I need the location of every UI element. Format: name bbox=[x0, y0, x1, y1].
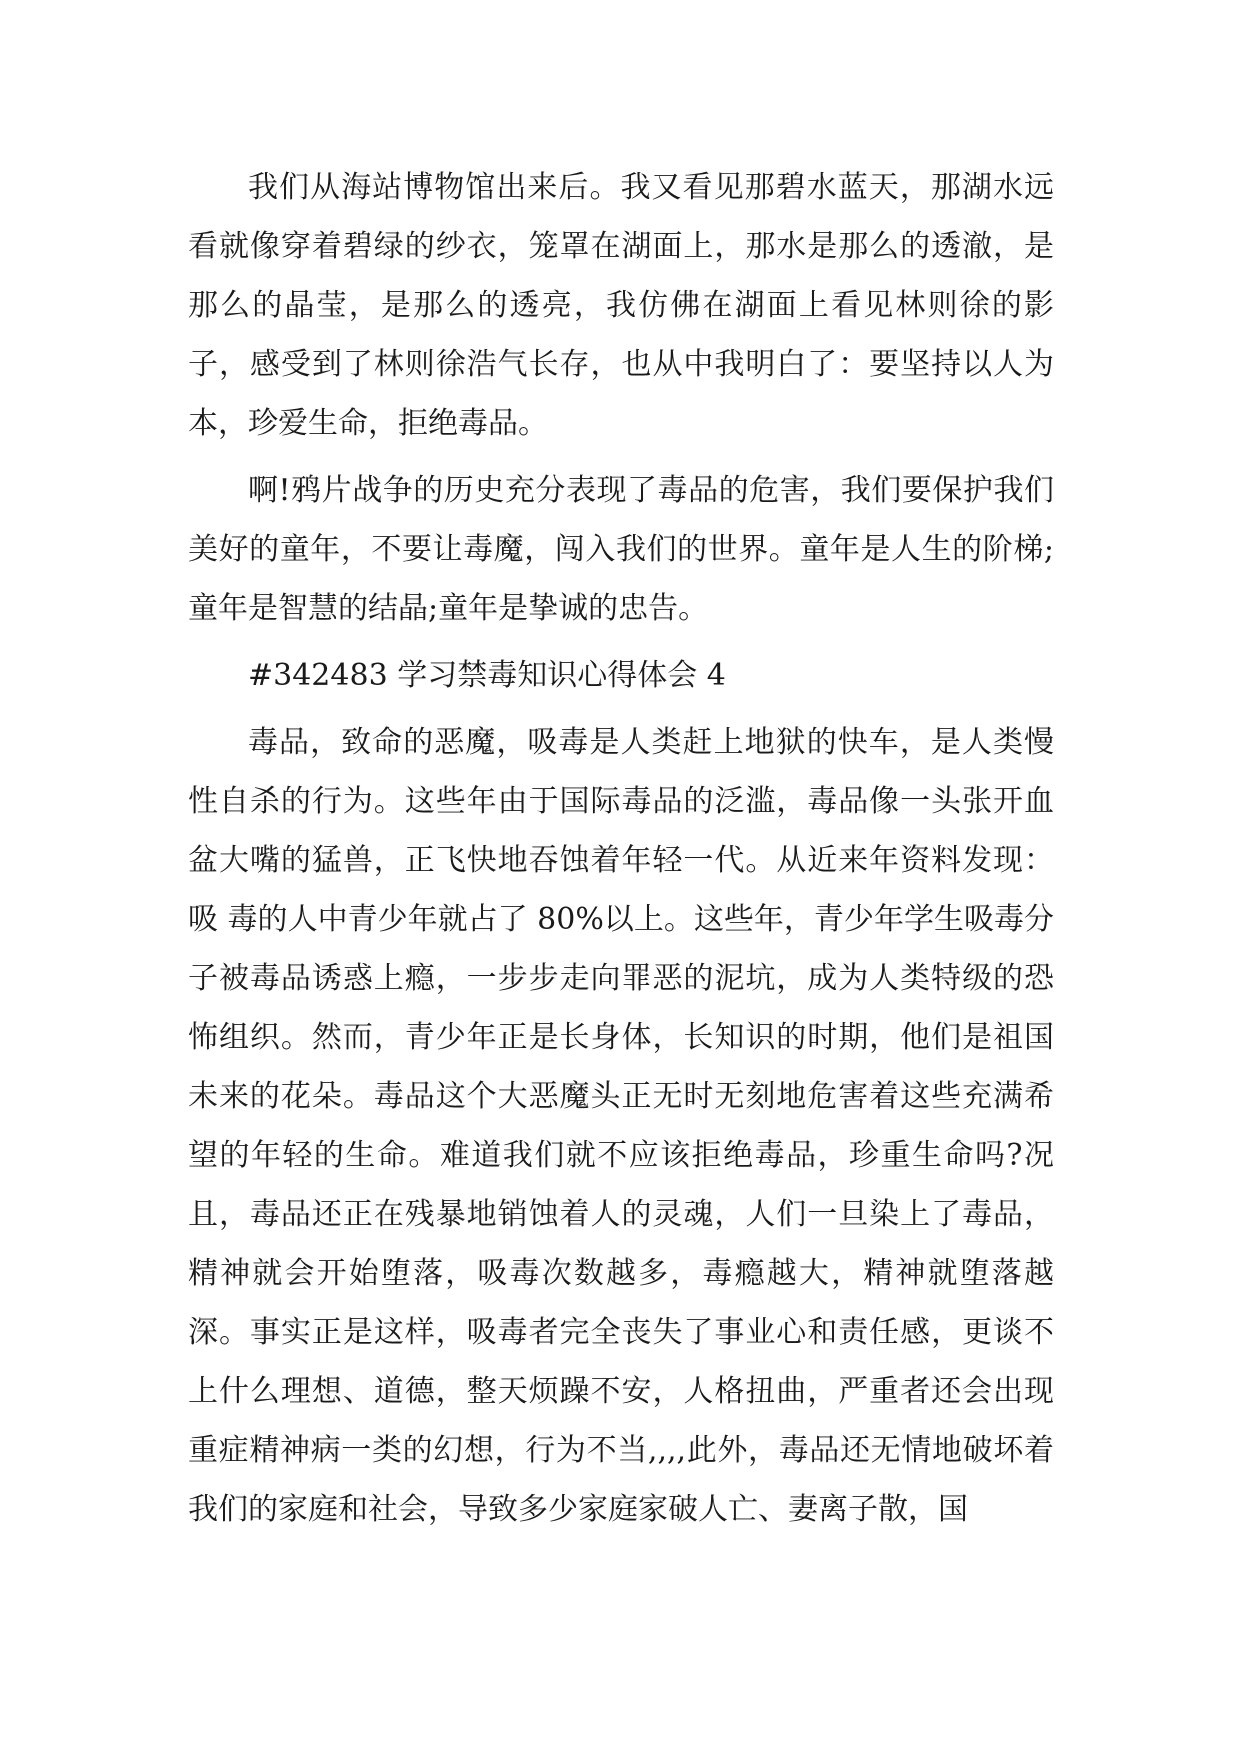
section-heading: #342483 学习禁毒知识心得体会 4 bbox=[248, 658, 726, 693]
paragraph-opium-war: 啊!鸦片战争的历史充分表现了毒品的危害，我们要保护我们美好的童年，不要让毒魔，闯入我们的世界。童年是人生的阶梯;童年是智慧的结晶;童年是挚诚的忠告。 bbox=[188, 473, 1054, 626]
paragraph-museum: 我们从海站博物馆出来后。我又看见那碧水蓝天，那湖水远看就像穿着碧绿的纱衣，笼罩在湖面上，那水是那么的透澈，是那么的晶莹，是那么的透亮，我仿佛在湖面上看见林则徐的影子，感受到了林则徐浩气长存，也从中我明白了：要坚持以人为本，珍爱生命，拒绝毒品。 bbox=[188, 170, 1054, 441]
paragraph-drugs: 毒品，致命的恶魔，吸毒是人类赶上地狱的快车，是人类慢性自杀的行为。这些年由于国际毒品的泛滥，毒品像一头张开血盆大嘴的猛兽，正飞快地吞蚀着年轻一代。从近来年资料发现：吸 毒的人中青少年就占了 80%以上。这些年，青少年学生吸毒分子被毒品诱惑上瘾，一步步走向罪恶的泥坑，成为人类特级的恐怖组织。然而，青少年正是长身体，长知识的时期，他们是祖国未来的花朵。毒品这个大恶魔头正无时无刻地危害着这些充满希望的年轻的生命。难道我们就不应该拒绝毒品，珍重生命吗?况且，毒品还正在残暴地销蚀着人的灵魂，人们一旦染上了毒品，精神就会开始堕落，吸毒次数越多，毒瘾越大，精神就堕落越深。事实正是这样，吸毒者完全丧失了事业心和责任感，更谈不上什么理想、道德，整天烦躁不安，人格扭曲，严重者还会出现重症精神病一类的幻想，行为不当,,,,此外，毒品还无情地破坏着我们的家庭和社会，导致多少家庭家破人亡、妻离子散，国 bbox=[188, 725, 1054, 1527]
document-body bbox=[188, 158, 1054, 1547]
